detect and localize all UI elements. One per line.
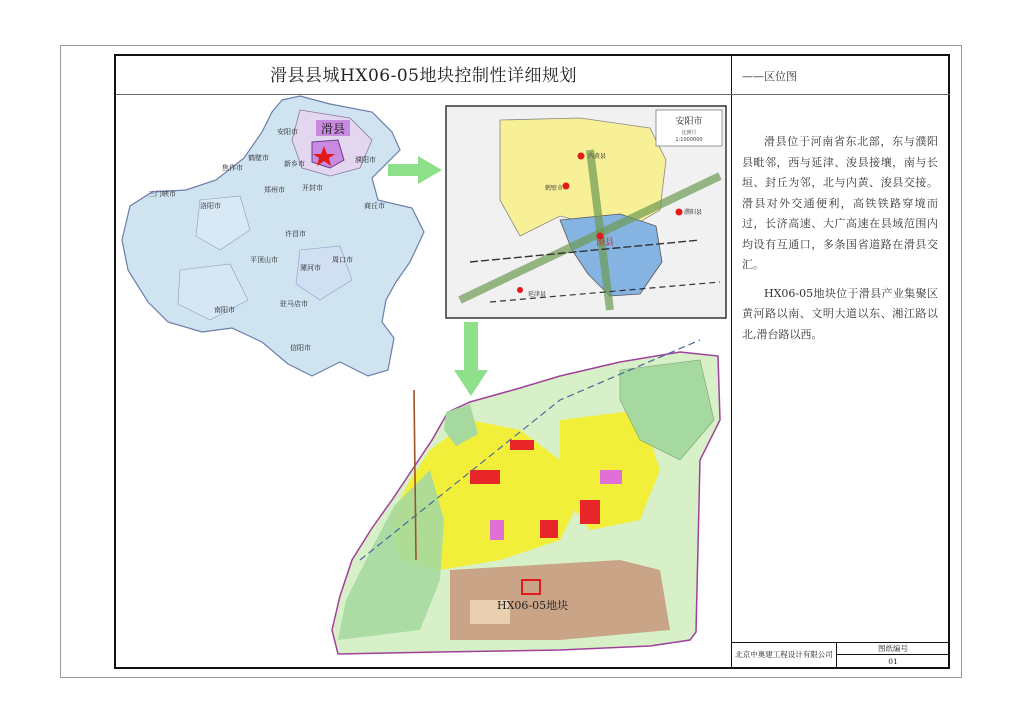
- drawing-number: 01: [888, 657, 898, 666]
- region-city-label: 安阳市: [675, 117, 703, 127]
- city-label: 南阳市: [214, 306, 235, 314]
- location-heading: ——区位图: [742, 70, 797, 83]
- city-label: 洛阳市: [200, 202, 221, 210]
- city-label: 驻马店市: [280, 300, 308, 308]
- plot-label: HX06-05地块: [497, 599, 569, 612]
- drawing-number-label: 图纸编号: [878, 644, 908, 653]
- city-label: 信阳市: [290, 344, 311, 352]
- city-label: 新乡市: [284, 160, 305, 168]
- land-use-plan-map: [332, 340, 720, 654]
- city-label: 郑州市: [264, 186, 285, 194]
- scale-value: 1:1000000: [675, 137, 703, 143]
- description-paragraph-1: 滑县位于河南省东北部，东与濮阳县毗邻，西与延津、浚县接壤，南与长垣、封丘为邻，北与内黄、浚县交接。滑县对外交通便利，高铁铁路穿境而过，长济高速、大广高速在县域范围内均设有互通口，多条国省道路在滑县交汇。: [742, 135, 938, 271]
- highlight-county-label: 滑县: [320, 122, 346, 136]
- scale-label: 比例尺: [681, 130, 697, 136]
- city-label: 焦作市: [222, 164, 243, 172]
- description-paragraph-2: HX06-05地块位于滑县产业集聚区黄河路以南、文明大道以东、湘江路以北,滑台路以西。: [742, 286, 938, 341]
- city-label: 周口市: [332, 256, 353, 264]
- region-map: [446, 106, 726, 318]
- region-place-label: 濮阳县: [684, 209, 703, 216]
- city-label: 三门峡市: [148, 190, 176, 198]
- city-label: 漯河市: [300, 264, 321, 272]
- city-label: 平顶山市: [250, 256, 278, 264]
- region-county-label: 滑县: [596, 238, 615, 248]
- company-name: 北京中奥建工程设计有限公司: [735, 650, 833, 659]
- arrow-right-icon: [388, 156, 442, 184]
- region-place-label: 延津县: [528, 291, 547, 298]
- region-place-label: 鹤壁市: [545, 185, 564, 192]
- city-label: 鹤壁市: [248, 154, 269, 162]
- arrow-down-icon: [454, 322, 488, 396]
- city-label: 濮阳市: [355, 156, 376, 164]
- region-place-label: 内黄县: [588, 153, 607, 160]
- city-label: 开封市: [302, 184, 323, 192]
- city-label: 许昌市: [285, 230, 306, 238]
- henan-province-map: [122, 96, 424, 376]
- sheet-title: 滑县县城HX06-05地块控制性详细规划: [270, 66, 577, 86]
- city-label: 商丘市: [364, 202, 385, 210]
- city-label: 安阳市: [277, 128, 298, 136]
